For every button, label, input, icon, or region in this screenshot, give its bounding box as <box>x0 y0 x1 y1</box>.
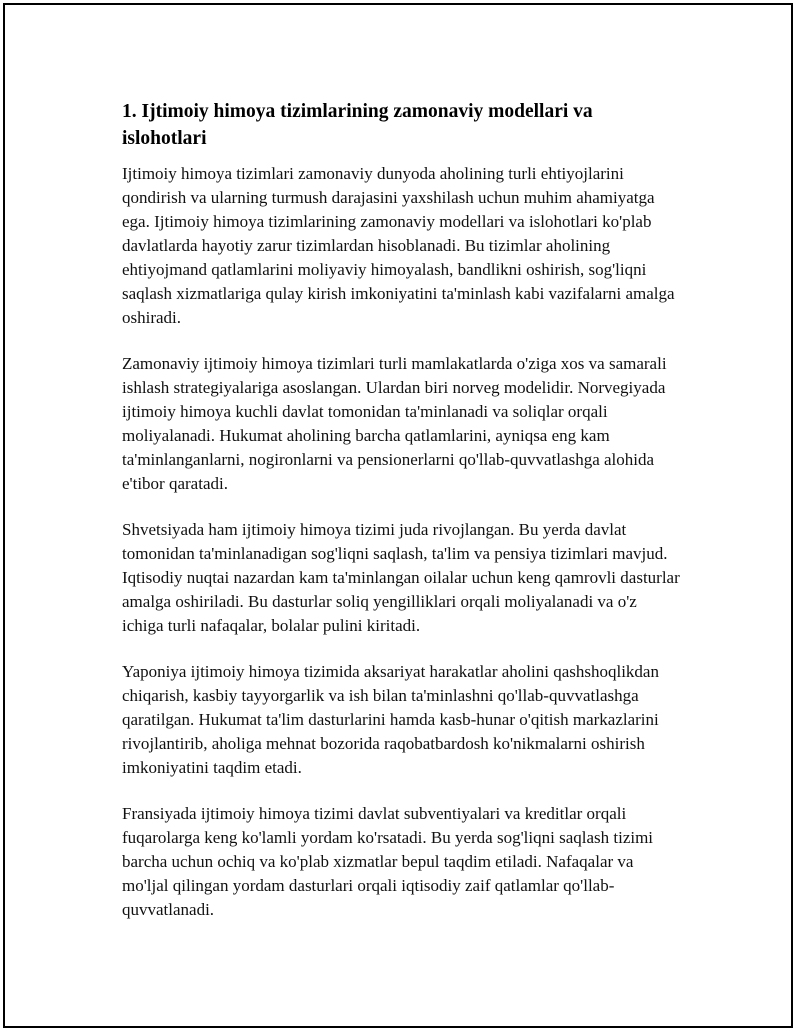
paragraph-intro: Ijtimoiy himoya tizimlari zamonaviy dunyoda aholining turli ehtiyojlarini qondirish va ularning turmush darajasini yaxshilash uchun muhim ahamiyatga ega. Ijtimoiy himoya tizimlarining zamonaviy modellari va islohotlari ko'plab davlatlarda hayotiy zarur tizimlardan hisoblanadi. Bu tizimlar aholining ehtiyojmand qatlamlarini moliyaviy himoyalash, bandlikni oshirish, sog'liqni saqlash xizmatlariga qulay kirish imkoniyatini ta'minlash kabi vazifalarni amalga oshiradi. <box>122 164 675 327</box>
page-frame <box>3 3 793 1028</box>
paragraph-norway: Zamonaviy ijtimoiy himoya tizimlari turli mamlakatlarda o'ziga xos va samarali ishlash strategiyalariga asoslangan. Ulardan biri norveg modelidir. Norvegiyada ijtimoiy himoya kuchli davlat tomonidan ta'minlanadi va soliqlar orqali moliyalanadi. Hukumat aholining barcha qatlamlarini, ayniqsa eng kam ta'minlanganlarni, nogironlarni va pensionerlarni qo'llab-quvvatlashga alohida e'tibor qaratadi. <box>122 354 667 493</box>
document-body <box>122 98 682 922</box>
paragraph-france: Fransiyada ijtimoiy himoya tizimi davlat subventiyalari va kreditlar orqali fuqarolarga keng ko'lamli yordam ko'rsatadi. Bu yerda sog'liqni saqlash tizimi barcha uchun ochiq va ko'plab xizmatlar bepul taqdim etiladi. Nafaqalar va mo'ljal qilingan yordam dasturlari orqali iqtisodiy zaif qatlamlar qo'llab-quvvatlanadi. <box>122 804 654 919</box>
paragraph-japan: Yaponiya ijtimoiy himoya tizimida aksariyat harakatlar aholini qashshoqlikdan chiqarish, kasbiy tayyorgarlik va ish bilan ta'minlashni qo'llab-quvvatlashga qaratilgan. Hukumat ta'lim dasturlarini hamda kasb-hunar o'qitish markazlarini rivojlantirib, aholiga mehnat bozorida raqobatbardosh ko'nikmalarni oshirish imkoniyatini taqdim etadi. <box>122 662 659 777</box>
paragraph-sweden: Shvetsiyada ham ijtimoiy himoya tizimi juda rivojlangan. Bu yerda davlat tomonidan ta'minlanadigan sog'liqni saqlash, ta'lim va pensiya tizimlari mavjud. Iqtisodiy nuqtai nazardan kam ta'minlangan oilalar uchun keng qamrovli dasturlar amalga oshiriladi. Bu dasturlar soliq yengilliklari orqali moliyalanadi va o'z ichiga turli nafaqalar, bolalar pulini kiritadi. <box>122 520 680 635</box>
section-heading: 1. Ijtimoiy himoya tizimlarining zamonaviy modellari va islohotlari <box>122 101 593 149</box>
